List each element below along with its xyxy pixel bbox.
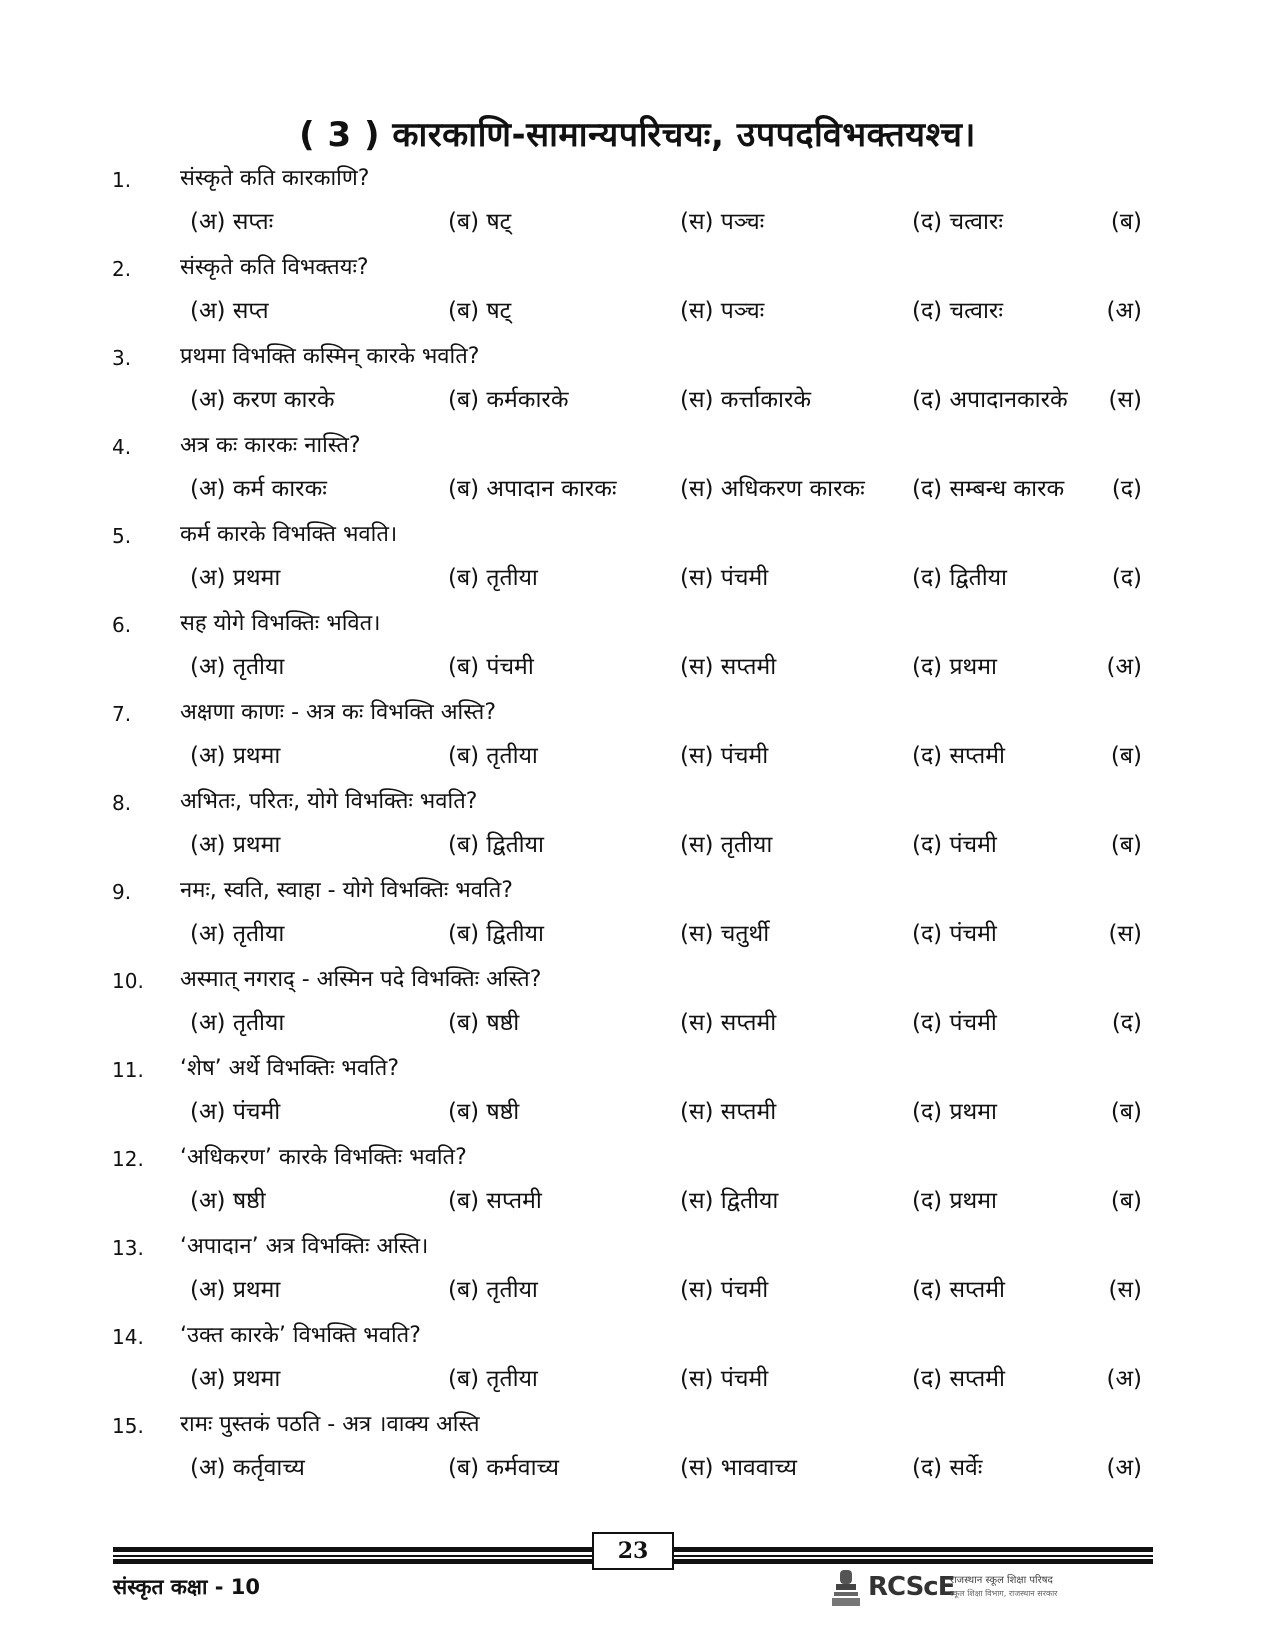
option-c: (स) सप्तमी [680,1099,777,1125]
option-c: (स) पंचमी [680,565,769,591]
question-line [0,1050,1275,1090]
question-item [0,1406,1275,1495]
question-line [0,783,1275,823]
question-number: 15. [112,1414,144,1438]
option-d: (द) अपादानकारके [912,387,1068,413]
options-row [0,914,1275,958]
option-b: (ब) तृतीया [448,565,538,591]
question-line [0,1228,1275,1268]
question-item [0,1050,1275,1139]
options-row [0,1181,1275,1225]
option-c: (स) चतुर्थी [680,921,770,947]
option-a: (अ) प्रथमा [190,743,281,769]
options-row [0,736,1275,780]
option-b: (ब) षष्ठी [448,1010,520,1036]
options-row [0,291,1275,335]
question-item [0,516,1275,605]
option-d: (द) चत्वारः [912,298,1003,324]
option-d: (द) सर्वेः [912,1455,983,1481]
answer-key: (अ) [1106,298,1142,324]
question-item [0,872,1275,961]
answer-key: (अ) [1106,1366,1142,1392]
answer-key: (स) [1108,387,1142,413]
options-row [0,825,1275,869]
option-c: (स) अधिकरण कारकः [680,476,865,502]
question-line [0,694,1275,734]
question-number: 7. [112,702,132,726]
options-row [0,1359,1275,1403]
option-b: (ब) अपादान कारकः [448,476,617,502]
question-line [0,516,1275,556]
option-c: (स) सप्तमी [680,654,777,680]
question-text: अक्षणा काणः - अत्र कः विभक्ति अस्ति? [180,700,497,725]
option-d: (द) द्वितीया [912,565,1008,591]
question-line [0,249,1275,289]
question-item [0,961,1275,1050]
option-b: (ब) द्वितीया [448,832,544,858]
question-number: 11. [112,1058,144,1082]
question-number: 3. [112,346,132,370]
question-number: 4. [112,435,132,459]
question-item [0,160,1275,249]
question-line [0,1139,1275,1179]
question-text: प्रथमा विभक्ति कस्मिन् कारके भवति? [180,344,480,369]
option-c: (स) पञ्चः [680,209,765,235]
question-line [0,1317,1275,1357]
option-d: (द) सप्तमी [912,1366,1005,1392]
option-a: (अ) कर्तृवाच्य [190,1455,305,1481]
question-line [0,427,1275,467]
question-text: नमः, स्वति, स्वाहा - योगे विभक्तिः भवति? [180,878,513,903]
question-item [0,249,1275,338]
options-row [0,1003,1275,1047]
option-b: (ब) द्वितीया [448,921,544,947]
option-a: (अ) प्रथमा [190,1366,281,1392]
option-c: (स) द्वितीया [680,1188,779,1214]
options-row [0,647,1275,691]
option-c: (स) पंचमी [680,743,769,769]
question-number: 8. [112,791,132,815]
question-text: अभितः, परितः, योगे विभक्तिः भवति? [180,789,478,814]
option-a: (अ) तृतीया [190,1010,285,1036]
answer-key: (स) [1108,1277,1142,1303]
question-number: 1. [112,168,132,192]
answer-key: (अ) [1106,654,1142,680]
option-a: (अ) प्रथमा [190,832,281,858]
page-title: ( 3 ) कारकाणि-सामान्यपरिचयः, उपपदविभक्तयश्च। [299,115,976,155]
option-a: (अ) सप्त [190,298,269,324]
option-c: (स) तृतीया [680,832,773,858]
question-number: 6. [112,613,132,637]
option-a: (अ) तृतीया [190,921,285,947]
answer-key: (ब) [1110,1188,1142,1214]
question-number: 12. [112,1147,144,1171]
logo-text: RCScE [868,1572,955,1602]
option-d: (द) सम्बन्ध कारक [912,476,1065,502]
answer-key: (ब) [1110,832,1142,858]
option-c: (स) पञ्चः [680,298,765,324]
option-a: (अ) प्रथमा [190,565,281,591]
question-line [0,160,1275,200]
answer-key: (ब) [1110,209,1142,235]
option-b: (ब) षट् [448,209,512,235]
question-text: संस्कृते कति कारकाणि? [180,166,370,191]
answer-key: (ब) [1110,1099,1142,1125]
question-item [0,783,1275,872]
question-item [0,1317,1275,1406]
options-row [0,469,1275,513]
logo-subtitle-small: स्कूल शिक्षा विभाग, राजस्थान सरकार [950,1589,1058,1598]
question-item [0,338,1275,427]
option-b: (ब) कर्मवाच्य [448,1455,560,1481]
question-text: अस्मात् नगराद् - अस्मिन पदे विभक्तिः अस्ति? [180,967,542,992]
option-d: (द) प्रथमा [912,654,997,680]
option-b: (ब) सप्तमी [448,1188,542,1214]
options-row [0,1270,1275,1314]
answer-key: (अ) [1106,1455,1142,1481]
question-item [0,427,1275,516]
logo-subtitle: राजस्थान स्कूल शिक्षा परिषद [950,1575,1053,1586]
question-number: 5. [112,524,132,548]
question-text: ‘शेष’ अर्थे विभक्तिः भवति? [180,1056,399,1081]
footer-book-title: संस्कृत कक्षा - 10 [113,1575,260,1599]
option-a: (अ) कर्म कारकः [190,476,327,502]
question-text: सह योगे विभक्तिः भवित। [180,611,381,636]
answer-key: (ब) [1110,743,1142,769]
rcsce-logo [830,1568,1130,1610]
question-text: ‘अधिकरण’ कारके विभक्तिः भवति? [180,1145,467,1170]
question-text: ‘उक्त कारके’ विभक्ति भवति? [180,1323,421,1348]
question-item [0,1139,1275,1228]
option-b: (ब) कर्मकारके [448,387,569,413]
state-emblem-icon [830,1568,862,1608]
option-a: (अ) सप्तः [190,209,274,235]
options-row [0,1448,1275,1492]
question-text: रामः पुस्तकं पठति - अत्र ।वाक्य अस्ति [180,1412,480,1437]
option-d: (द) प्रथमा [912,1099,997,1125]
question-line [0,1406,1275,1446]
option-d: (द) सप्तमी [912,743,1005,769]
question-line [0,605,1275,645]
question-line [0,338,1275,378]
option-a: (अ) प्रथमा [190,1277,281,1303]
option-b: (ब) तृतीया [448,743,538,769]
question-text: ‘अपादान’ अत्र विभक्तिः अस्ति। [180,1234,429,1259]
answer-key: (स) [1108,921,1142,947]
question-number: 2. [112,257,132,281]
option-d: (द) चत्वारः [912,209,1003,235]
question-number: 14. [112,1325,144,1349]
question-number: 9. [112,880,132,904]
option-c: (स) पंचमी [680,1366,769,1392]
option-a: (अ) षष्ठी [190,1188,266,1214]
option-a: (अ) तृतीया [190,654,285,680]
answer-key: (द) [1111,565,1142,591]
option-d: (द) प्रथमा [912,1188,997,1214]
question-line [0,961,1275,1001]
question-text: संस्कृते कति विभक्तयः? [180,255,369,280]
option-c: (स) कर्त्ताकारके [680,387,812,413]
question-text: अत्र कः कारकः नास्ति? [180,433,361,458]
question-item [0,605,1275,694]
answer-key: (द) [1111,476,1142,502]
options-row [0,202,1275,246]
option-b: (ब) षष्ठी [448,1099,520,1125]
option-d: (द) पंचमी [912,1010,997,1036]
option-a: (अ) पंचमी [190,1099,281,1125]
options-row [0,380,1275,424]
page-number: 23 [592,1532,674,1570]
answer-key: (द) [1111,1010,1142,1036]
option-b: (ब) पंचमी [448,654,534,680]
option-c: (स) भाववाच्य [680,1455,797,1481]
options-row [0,558,1275,602]
question-number: 13. [112,1236,144,1260]
option-d: (द) पंचमी [912,921,997,947]
question-text: कर्म कारके विभक्ति भवति। [180,522,398,547]
option-b: (ब) तृतीया [448,1277,538,1303]
question-line [0,872,1275,912]
option-b: (ब) तृतीया [448,1366,538,1392]
question-item [0,1228,1275,1317]
option-a: (अ) करण कारके [190,387,335,413]
option-d: (द) सप्तमी [912,1277,1005,1303]
option-c: (स) पंचमी [680,1277,769,1303]
option-b: (ब) षट् [448,298,512,324]
question-item [0,694,1275,783]
option-d: (द) पंचमी [912,832,997,858]
question-number: 10. [112,969,144,993]
option-c: (स) सप्तमी [680,1010,777,1036]
options-row [0,1092,1275,1136]
question-list [0,160,1275,1495]
